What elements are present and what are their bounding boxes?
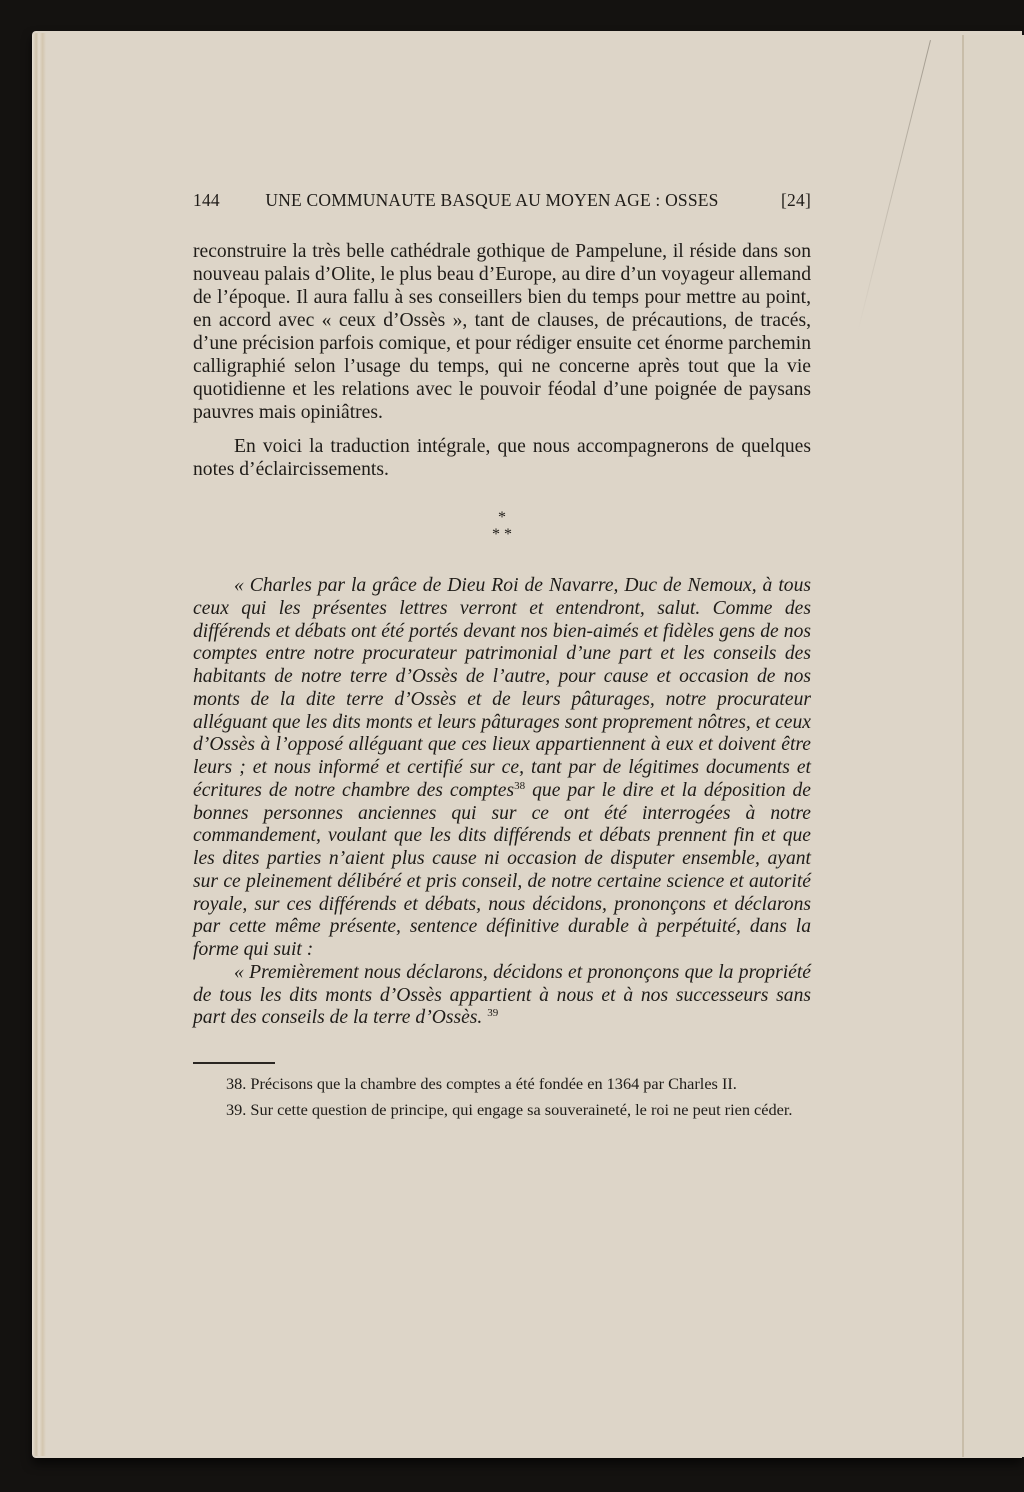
asterism-top: *	[498, 509, 506, 526]
footnote: 39. Sur cette question de principe, qui engage sa souveraineté, le roi ne peut rien céder.	[226, 1099, 793, 1119]
quote-paragraph	[193, 575, 811, 962]
asterism	[193, 509, 811, 543]
footnote-reference[interactable]: 38	[514, 779, 526, 792]
footnotes	[193, 1074, 811, 1119]
text-column	[193, 190, 811, 1119]
footnote: 38. Précisons que la chambre des comptes a été fondée en 1364 par Charles II.	[226, 1074, 737, 1093]
page-number: 144	[193, 190, 220, 210]
facing-page-edge	[964, 35, 1024, 1457]
section-reference: [24]	[781, 190, 811, 210]
footnote-separator	[193, 1062, 275, 1064]
quote-text: « Charles par la grâce de Dieu Roi de Navarre, Duc de Nemoux, à tous ceux qui les présentes lettres verront et entendront, salut. Comme des différends et débats ont été portés devant nos bien-aimés et fidèles gens de nos comptes entre notre procurateur patrimonial d’une part et les conseils des habitants de notre terre d’Ossès de l’autre, pour cause et occasion de nos monts de la dite terre d’Ossès et de leurs pâturages, notre procurateur alléguant que les dits monts et leurs pâturages sont proprement nôtres, et ceux d’Ossès à l’opposé alléguant que ces lieux appartiennent à eux et doivent être leurs ; et nous informé et certifié sur ce, tant par de légitimes documents et écritures de notre chambre des comptes	[193, 575, 811, 801]
page-stack-edge	[32, 33, 46, 1456]
running-title: UNE COMMUNAUTE BASQUE AU MOYEN AGE : OSSES	[265, 190, 719, 210]
running-head	[193, 190, 811, 220]
footnote-reference[interactable]: 39	[487, 1007, 499, 1020]
quote-text: que par le dire et la déposition de bonnes personnes anciennes qui sur ce ont été interrogées à notre commandement, voulant que les dits différends et débats prennent fin et que les dites parties n’aient plus cause ni occasion de disputer ensemble, ayant sur ce pleinement délibéré et pris conseil, de notre certaine science et autorité royale, sur ces différends et débats, nous décidons, prononçons et déclarons par cette même présente, sentence définitive durable à perpétuité, dans la forme qui suit :	[193, 779, 811, 960]
quote-text: « Premièrement nous déclarons, décidons et prononçons que la propriété de tous les dits monts d’Ossès appartient à nous et à nos successeurs sans part des conseils de la terre d’Ossès.	[193, 961, 811, 1029]
charter-translation	[193, 575, 811, 1030]
body-paragraph: En voici la traduction intégrale, que nous accompagnerons de quelques notes d’éclaircissements.	[193, 436, 811, 480]
asterism-bottom: * *	[492, 526, 512, 543]
body-paragraph: reconstruire la très belle cathédrale gothique de Pampelune, il réside dans son nouveau palais d’Olite, le plus beau d’Europe, au dire d’un voyageur allemand de l’époque. Il aura fallu à ses conseillers bien du temps pour mettre au point, en accord avec « ceux d’Ossès », tant de clauses, de précautions, de tracés, d’une précision parfois comique, et pour rédiger ensuite cet énorme parchemin calligraphié selon l’usage du temps, qui ne concerne après tout que la vie quotidienne et les relations avec le pouvoir féodal d’une poignée de paysans pauvres mais opiniâtres.	[193, 241, 811, 423]
body-text	[193, 240, 811, 481]
quote-paragraph	[193, 962, 811, 1030]
